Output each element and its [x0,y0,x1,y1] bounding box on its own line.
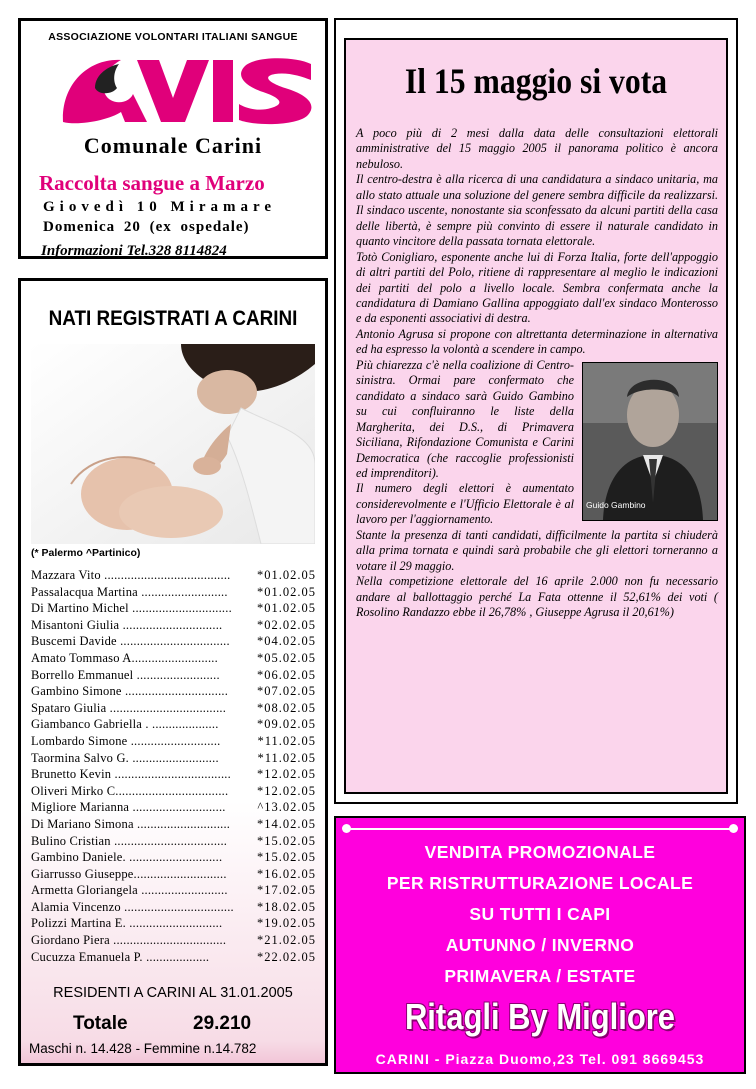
entry-date: *01.02.05 [257,601,316,616]
avis-association: ASSOCIAZIONE VOLONTARI ITALIANI SANGUE [48,31,298,43]
ad-dot-right [729,824,738,833]
entry-name: Taormina Salvo G. .......................... [31,750,219,765]
entry-name: Mazzara Vito ...................................... [31,568,231,582]
entry-name: Spataro Giulia ................................... [31,700,227,715]
entry-date: *02.02.05 [257,617,316,632]
list-item [31,700,316,717]
entry-name: Gambino Simone ............................... [31,684,229,699]
list-item [31,633,316,650]
avis-logo [59,54,321,126]
entry-name: Buscemi Davide ................................. [31,634,230,649]
list-item [31,816,316,833]
entry-name: Alamia Vincenzo ................................. [31,899,234,914]
entry-name: Bulino Cristian .................................. [31,833,228,848]
entry-date: *08.02.05 [257,700,316,715]
nati-legend: (* Palermo ^Partinico) [31,547,141,559]
list-item [31,949,316,966]
ad-line-3: SU TUTTI I CAPI [469,904,611,924]
entry-date: *15.02.05 [257,850,316,865]
list-item [31,899,316,916]
article-paragraph: Nella competizione elettorale del 16 aprile 2.000 non fu necessario andare al ballottaggio perché La Fata ottenne il 52,61% dei voti ( Rosolino Randazzo ebbe il 26,78% , Giuseppe Agrusa il 20,61%) [356,574,718,620]
list-item [31,799,316,816]
ad-line-5: PRIMAVERA / ESTATE [444,966,636,986]
entry-name: Migliore Marianna ............................ [31,800,226,815]
list-item [31,716,316,733]
entry-name: Di Mariano Simona ............................ [31,816,231,831]
entry-date: *11.02.05 [257,733,316,748]
list-item [31,882,316,899]
portrait-image [583,363,717,520]
entry-name: Polizzi Martina E. ............................ [31,916,223,931]
entry-name: Cucuzza Emanuela P. ................... [31,949,210,964]
article-body [356,126,718,621]
entry-date: *14.02.05 [257,816,316,831]
entry-date: ^13.02.05 [257,800,316,815]
avis-schedule-domenica: Domenica 20 (ex ospedale) [43,219,250,235]
entry-date: *16.02.05 [257,866,316,881]
entry-name: Armetta Gloriangela .......................... [31,883,228,898]
entry-date: *18.02.05 [257,899,316,914]
candidate-photo [582,362,718,521]
entry-name: Giambanco Gabriella . .................... [31,717,219,732]
entry-date: *17.02.05 [257,883,316,898]
list-item [31,932,316,949]
list-item [31,667,316,684]
article-title: Il 15 maggio si vota [404,61,668,101]
nati-list [31,567,316,965]
list-item [31,617,316,634]
entry-date: *09.02.05 [257,717,316,732]
entry-name: Lombardo Simone ........................... [31,733,221,748]
nati-title: NATI REGISTRATI A CARINI [48,307,298,330]
entry-date: *01.02.05 [257,568,316,582]
entry-date: *21.02.05 [257,933,316,948]
entry-name: Giarrusso Giuseppe............................ [31,866,227,881]
ad-dot-left [342,824,351,833]
entry-date: *12.02.05 [257,783,316,798]
mother-baby-photo [31,344,315,544]
avis-panel [18,18,328,259]
article-inner [344,38,728,794]
list-item [31,750,316,767]
ad-panel [334,816,746,1074]
ad-line-1: VENDITA PROMOZIONALE [424,842,656,862]
entry-name: Passalacqua Martina .......................... [31,584,228,599]
entry-name: Oliveri Mirko C.................................. [31,783,229,798]
entry-name: Borrello Emmanuel ......................... [31,667,220,682]
list-item [31,783,316,800]
avis-comunale-title: Comunale Carini [83,133,263,158]
avis-info-phone: Informazioni Tel.328 8114824 [41,243,227,259]
list-item [31,866,316,883]
list-item [31,683,316,700]
avis-raccolta-heading: Raccolta sangue a Marzo [39,171,265,195]
entry-date: *01.02.05 [257,584,316,599]
entry-date: *22.02.05 [257,949,316,964]
article-paragraph: Antonio Agrusa si propone con altrettanta determinazione in alternativa ed ha espresso la volontà a scendere in campo. [356,326,718,357]
article-paragraph: Totò Conigliaro, esponente anche lui di Forza Italia, forte dell'appoggio di altri partiti del Polo, ritiene di rappresentare al meglio le indicazioni dei partiti del polo a livello locale. Sembra confermata anche la candidatura di Damiano Gallina appoggiato dall'ex sindaco Monterosso e da esponenti associativi di destra. [356,249,718,326]
entry-name: Giordano Piera .................................. [31,933,227,948]
entry-date: *05.02.05 [257,650,316,665]
entry-date: *06.02.05 [257,667,316,682]
ad-divider [346,828,734,830]
residenti-heading: RESIDENTI A CARINI AL 31.01.2005 [53,985,293,1001]
nati-panel [18,278,328,1066]
entry-date: *15.02.05 [257,833,316,848]
list-item [31,567,316,584]
entry-date: *11.02.05 [257,750,316,765]
list-item [31,584,316,601]
list-item [31,766,316,783]
ad-footer: CARINI - Piazza Duomo,23 Tel. 091 8669453 [375,1051,705,1067]
list-item [31,833,316,850]
entry-name: Brunetto Kevin ................................... [31,767,231,782]
entry-name: Di Martino Michel .............................. [31,601,232,616]
entry-date: *04.02.05 [257,634,316,649]
totale-value: 29.210 [193,1013,252,1034]
article-panel [334,18,738,804]
article-paragraph: Più chiarezza c'è nella coalizione di Centro-sinistra. Ormai pare confermato che candidato a sindaco sarà Guido Gambino su cui confluiranno le liste della Margherita, dei D.S., di Primavera Siciliana, Rifondazione Comunista e Carini Democratica (che raccoglie professionisti ed imprenditori). [356,357,574,480]
article-paragraph: A poco più di 2 mesi dalla data delle consultazioni elettorali amministrative del 15 maggio 2005 il panorama politico è ancora nebuloso. [356,126,718,171]
entry-date: *19.02.05 [257,916,316,931]
entry-name: Amato Tommaso A.......................... [31,650,218,665]
article-paragraph: Il centro-destra è alla ricerca di una candidatura a sindaco unitaria, ma allo stato attuale una soluzione del genere sembra difficile da realizzarsi. Il sindaco uscente, nonostante sia sconfessato da alcuni partiti della casa delle libertà, è sempre più convinto di essere il naturale candidato in quanto vincitore della passata tornata elettorale. [356,172,718,249]
ad-line-4: AUTUNNO / INVERNO [445,935,635,955]
photo-caption: Guido Gambino [586,500,646,511]
list-item [31,849,316,866]
entry-date: *12.02.05 [257,767,316,782]
avis-schedule-giovedi: Giovedì 10 Miramare [43,199,277,215]
list-item [31,733,316,750]
entry-date: *07.02.05 [257,684,316,699]
article-paragraph: Il numero degli elettori è aumentato considerevolmente e l'Ufficio Elettorale è al lavoro per l'aggiornamento. [356,481,574,527]
ad-brand: Ritagli By Migliore [404,996,676,1037]
totale-label: Totale [73,1013,128,1034]
maschi-femmine-count: Maschi n. 14.428 - Femmine n.14.782 [29,1041,257,1056]
list-item [31,600,316,617]
entry-name: Gambino Daniele. ............................ [31,850,223,865]
ad-line-2: PER RISTRUTTURAZIONE LOCALE [386,873,694,893]
list-item [31,650,316,667]
entry-name: Misantoni Giulia .............................. [31,617,223,632]
list-item [31,915,316,932]
article-paragraph: Stante la presenza di tanti candidati, difficilmente la partita si chiuderà alla prima tornata e quindi sarà probabile che gli elettori torneranno a votare il 29 maggio. [356,527,718,573]
